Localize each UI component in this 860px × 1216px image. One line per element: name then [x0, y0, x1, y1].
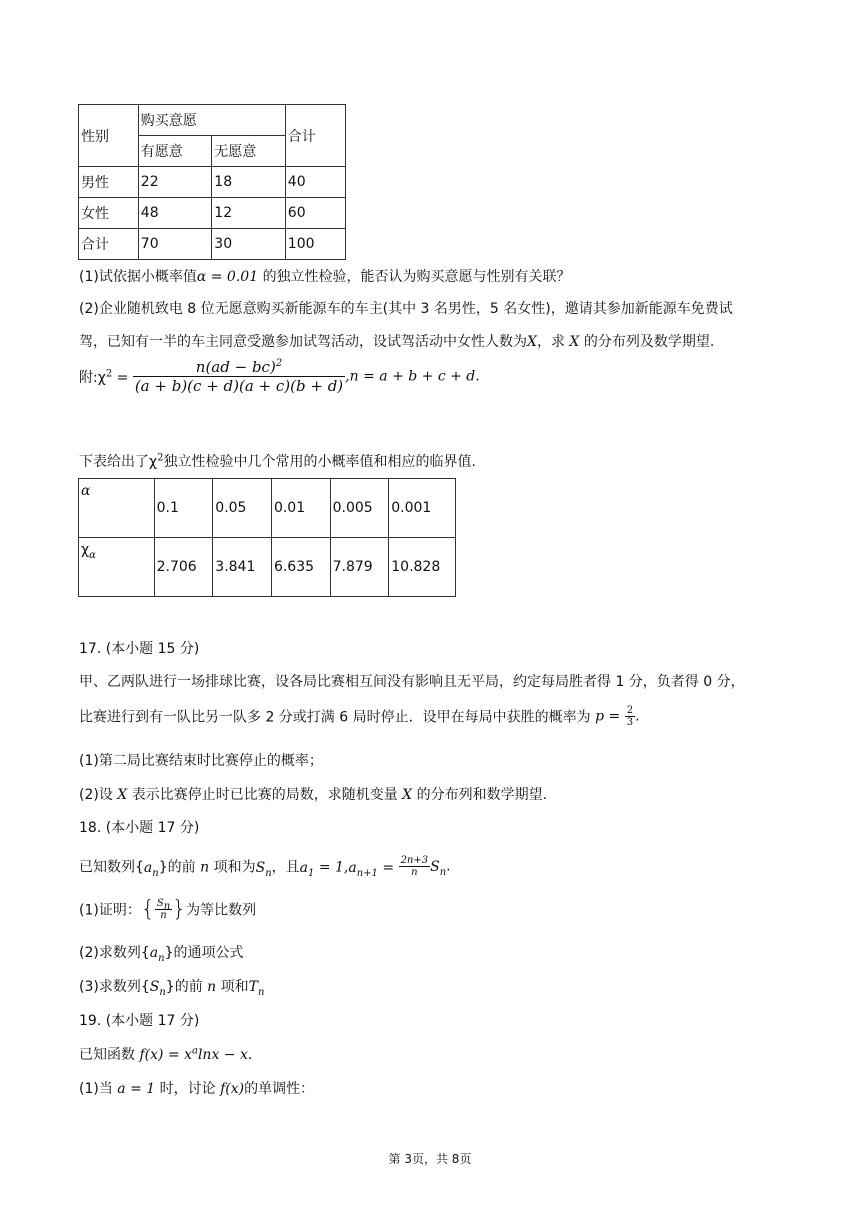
q17-part2: [79, 786, 547, 804]
math: X: [569, 334, 580, 350]
q19-line1: [79, 1046, 252, 1064]
alpha-value: 0.01: [271, 479, 330, 538]
text: (2)求数列{: [79, 945, 150, 961]
text: ，求: [536, 334, 565, 350]
no-header: 无愿意: [212, 136, 286, 167]
text: (1)试依据小概率值: [79, 269, 197, 285]
math: a = 1: [117, 1081, 156, 1097]
cell-no: 18: [212, 167, 286, 198]
critical-value: 10.828: [389, 538, 456, 597]
alpha-label: α: [79, 479, 155, 538]
text: (2)设: [79, 787, 113, 803]
table-row: [79, 198, 346, 229]
text: 项和为: [213, 859, 256, 876]
text: χ: [81, 542, 90, 558]
cell-yes: 48: [138, 198, 212, 229]
q17-part1: (1)第二局比赛结束时比赛停止的概率；: [79, 753, 323, 769]
text: 时，讨论: [159, 1081, 216, 1097]
cell-total: 40: [285, 167, 345, 198]
text: 已知函数: [79, 1047, 135, 1063]
q18-part2: (2)求数列$\{a_n\}$的通项公式: [79, 945, 244, 964]
text: (1)当: [79, 1081, 113, 1097]
denominator: 3: [626, 717, 634, 728]
table-row: [79, 479, 456, 538]
cell-yes: 70: [138, 229, 212, 260]
cell-no: 30: [212, 229, 286, 260]
text: 比赛进行到有一队比另一队多 2 分或打满 6 局时停止．设甲在每局中获胜的概率为: [79, 709, 591, 726]
text: 下表给出了χ: [79, 454, 158, 470]
q16-part2-line1: (2)企业随机致电 8 位无愿意购买新能源车的车主(其中 3 名男性，5 名女性)，邀请其参加新能源车免费试: [79, 301, 733, 317]
critical-value: 2.706: [154, 538, 213, 597]
alpha-value: 0.1: [154, 479, 213, 538]
math: X: [527, 334, 537, 350]
q17-line1: 甲、乙两队进行一场排球比赛，设各局比赛相互间没有影响且无平局，约定每局胜者得 1 分，负者得 0 分，: [79, 674, 745, 690]
text: 为等比数列: [186, 902, 257, 919]
alpha-value: 0.05: [213, 479, 272, 538]
chi-square-formula: 附$:\chi^2$ = $\frac{n(ad - bc)^2}{(a + b)(c + d)(a + c)(b + d)}$ ,n = a + b + c + d.: [79, 358, 480, 395]
cell-yes: 22: [138, 167, 212, 198]
text: 驾，已知有一半的车主同意受邀参加试驾活动，设试驾活动中女性人数为: [79, 334, 527, 350]
text: }的通项公式: [164, 945, 244, 961]
text: }的前: [165, 979, 203, 995]
cell-total: 60: [285, 198, 345, 229]
table-intro: 下表给出了$\chi^2$独立性检验中几个常用的小概率值和相应的临界值.: [79, 452, 476, 470]
page-footer: 第 3页，共 8页: [388, 1152, 472, 1166]
q19-part1: [79, 1080, 314, 1098]
math: f(x) = x: [139, 1047, 192, 1063]
yes-header: 有愿意: [138, 136, 212, 167]
critical-value: 3.841: [213, 538, 272, 597]
cell-total: 100: [285, 229, 345, 260]
math: = 1,: [318, 859, 349, 876]
q18-part3: (3)求数列$\{S_n\}$的前 n 项和$T_n$: [79, 979, 265, 998]
total-header: 合计: [285, 105, 345, 167]
text: 独立性检验中几个常用的小概率值和相应的临界值.: [163, 454, 476, 470]
math: α = 0.01: [196, 269, 259, 285]
q16-part2-line2: [79, 333, 714, 351]
intent-header: 购买意愿: [138, 105, 285, 136]
alpha-value: 0.001: [389, 479, 456, 538]
math: lnx − x.: [197, 1047, 253, 1063]
text: 的独立性检验，能否认为购买意愿与性别有关联？: [262, 269, 571, 285]
q16-part1: [79, 268, 571, 286]
critical-value-table: [78, 478, 456, 597]
text: (3)求数列{: [79, 979, 150, 995]
q17-header: 17. (本小题 15 分): [79, 641, 200, 657]
math: p =: [595, 708, 621, 725]
right-brace: }: [172, 897, 187, 922]
fraction: [399, 855, 431, 878]
gender-header: 性别: [79, 105, 139, 167]
row-label: 男性: [79, 167, 139, 198]
contingency-table: [78, 104, 346, 260]
text: }的前: [158, 859, 196, 876]
exponent: a: [191, 1045, 198, 1057]
row-label: 女性: [79, 198, 139, 229]
text: 项和: [220, 979, 249, 995]
table-row: [79, 538, 456, 597]
subscript: α: [89, 549, 96, 561]
math: X: [117, 787, 128, 803]
text: (1)证明：: [79, 902, 141, 919]
text: 附:χ: [79, 369, 106, 386]
q18-line1: 已知数列$\{a_n\}$的前 n 项和为$S_n$，且$a_1 = 1,a_{n+1}$ = $\frac{2n+3}{n}$ $S_n$.: [79, 855, 451, 879]
chi-label: [79, 538, 155, 597]
math: f(x): [220, 1081, 245, 1097]
text: 表示比赛停止时已比赛的局数，求随机变量: [131, 787, 398, 803]
formula-fraction: $\frac{n(ad - bc)^2}{(a + b)(c + d)(a + c)(b + d)}$: [134, 358, 344, 395]
numerator: 2n+3: [400, 855, 429, 866]
fraction: $\frac{S_n}{n}$: [156, 898, 171, 921]
math: n: [200, 859, 210, 876]
text: 的单调性：: [244, 1081, 315, 1097]
cell-no: 12: [212, 198, 286, 229]
left-brace: {: [140, 897, 155, 922]
denominator: (a + b)(c + d)(a + c)(b + d): [134, 377, 344, 395]
numerator: n(ad − bc): [195, 358, 276, 376]
math: n: [207, 979, 217, 995]
q18-part1: [79, 897, 256, 922]
critical-value: 7.879: [330, 538, 389, 597]
alpha-value: 0.005: [330, 479, 389, 538]
critical-value: 6.635: [271, 538, 330, 597]
fraction: [625, 705, 635, 728]
text: 的分布列及数学期望.: [583, 334, 715, 350]
text: ，且: [271, 859, 300, 876]
numerator: 2: [626, 705, 634, 716]
q18-header: 18. (本小题 17 分): [79, 820, 200, 836]
formula-tail: ,n = a + b + c + d.: [345, 368, 480, 385]
text: 已知数列{: [79, 859, 144, 876]
table-row: [79, 167, 346, 198]
q17-line2: 比赛进行到有一队比另一队多 2 分或打满 6 局时停止．设甲在每局中获胜的概率为 p = $\frac{2}{3}$ .: [79, 705, 640, 728]
table-row: [79, 229, 346, 260]
q19-header: 19. (本小题 17 分): [79, 1013, 200, 1029]
denominator: n: [399, 866, 431, 878]
math: X: [402, 787, 413, 803]
row-label: 合计: [79, 229, 139, 260]
text: 的分布列和数学期望.: [416, 787, 548, 803]
